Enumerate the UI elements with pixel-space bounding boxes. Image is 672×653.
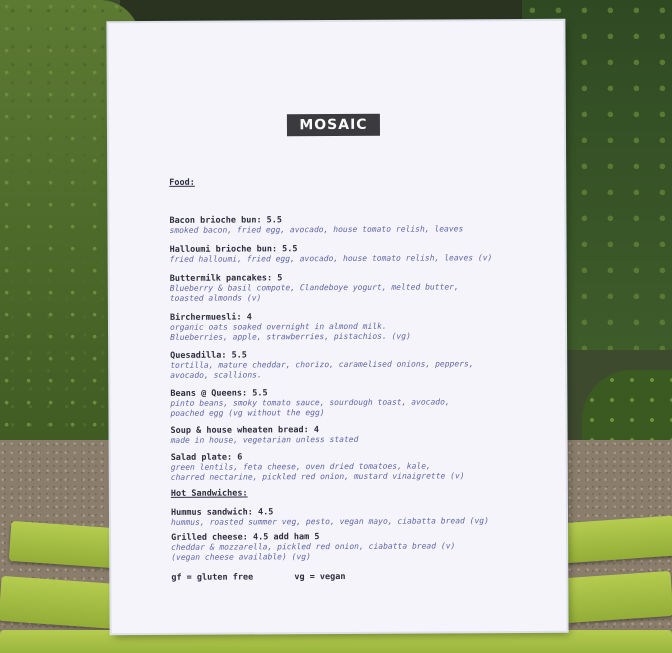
menu-item-desc: fried halloumi, fried egg, avocado, house tomato relish, leaves (v) [169, 253, 493, 264]
section-heading-food: Food: [169, 177, 195, 188]
menu-item-desc: Blueberries, apple, strawberries, pistachios. (vg) [170, 331, 411, 342]
menu-item [170, 272, 560, 304]
menu-item [170, 243, 560, 265]
menu-item-name: Birchermuesli: 4 [169, 312, 252, 323]
legend-gluten-free: gf = gluten free [171, 572, 254, 583]
menu-sheet [108, 21, 566, 633]
menu-item-desc: (vegan cheese available) (vg) [171, 552, 311, 562]
menu-item-desc: avocado, scallions. [170, 370, 262, 380]
menu-item-name: Soup & house wheaten bread: 4 [170, 425, 319, 436]
menu-item-name: Beans @ Queens: 5.5 [170, 388, 268, 399]
menu-item [171, 506, 561, 528]
menu-item-name: Buttermilk pancakes: 5 [169, 273, 283, 284]
legend-vegan: vg = vegan [294, 571, 346, 583]
bench-slat [549, 571, 672, 624]
menu-item-desc: toasted almonds (v) [169, 293, 262, 303]
menu-item-desc: made in house, vegetarian unless stated [170, 434, 359, 445]
menu-item-desc: pinto beans, smoky tomato sauce, sourdough toast, avocado, [170, 397, 450, 408]
bench-slat [0, 576, 121, 629]
menu-item-name: Salad plate: 6 [170, 452, 243, 463]
menu-item [170, 311, 560, 343]
mosaic-logo: MOSAIC [287, 114, 380, 136]
menu-item [171, 424, 561, 446]
menu-item-desc: tortilla, mature cheddar, chorizo, caramelised onions, peppers, [170, 359, 474, 370]
menu-item-desc: charred nectarine, pickled red onion, mustard vinaigrette (v) [170, 471, 465, 482]
menu-item-desc: hummus, roasted summer veg, pesto, vegan mayo, ciabatta bread (vg) [170, 516, 489, 527]
section-heading-hot-sandwiches: Hot Sandwiches: [170, 488, 248, 499]
menu-item-desc: poached egg (vg without the egg) [170, 408, 325, 418]
menu-item-name: Hummus sandwich: 4.5 [170, 507, 274, 518]
menu-item-desc: cheddar & mozzarella, pickled red onion, ciabatta bread (v) [171, 541, 456, 552]
menu-item-desc: smoked bacon, fried egg, avocado, house tomato relish, leaves [169, 224, 464, 235]
menu-item-name: Quesadilla: 5.5 [170, 350, 247, 361]
menu-item [170, 387, 560, 419]
menu-legend [171, 572, 381, 583]
menu-item-desc: organic oats soaked overnight in almond milk. [169, 321, 387, 332]
menu-item [169, 214, 559, 236]
menu-item-name: Grilled cheese: 4.5 add ham 5 [171, 532, 320, 543]
menu-item [171, 531, 561, 563]
menu-item-name: Bacon brioche bun: 5.5 [169, 215, 283, 226]
bench-slat [0, 630, 672, 653]
menu-item [171, 451, 561, 483]
menu-item-desc: green lentils, feta cheese, oven dried tomatoes, kale, [170, 461, 431, 472]
menu-item [170, 349, 560, 381]
menu-item-name: Halloumi brioche bun: 5.5 [169, 244, 298, 255]
menu-item-desc: Blueberry & basil compote, Clandeboye yogurt, melted butter, [169, 282, 459, 293]
